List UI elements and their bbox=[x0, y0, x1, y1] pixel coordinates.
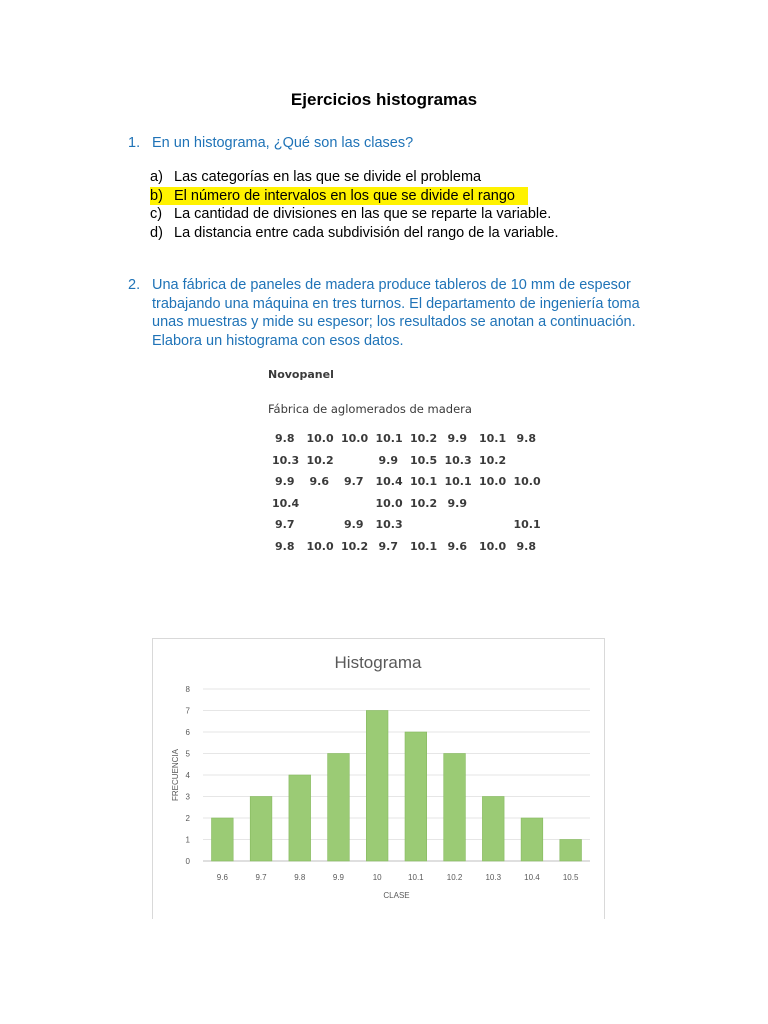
x-tick-label: 9.7 bbox=[255, 873, 267, 882]
x-tick-label: 9.9 bbox=[332, 873, 345, 882]
data-cell: 10.1 bbox=[513, 518, 541, 531]
data-cell: 10.0 bbox=[341, 432, 369, 445]
data-cell: 9.7 bbox=[378, 539, 398, 553]
y-axis-title: FRECUENCIA bbox=[171, 748, 180, 802]
data-cell: 10.1 bbox=[410, 539, 438, 553]
data-cell: 10.3 bbox=[375, 518, 403, 531]
x-tick-label: 10.2 bbox=[446, 873, 463, 882]
data-cell: 9.9 bbox=[378, 453, 398, 467]
data-cell: 10.2 bbox=[479, 453, 507, 467]
option-a-letter: a) bbox=[150, 169, 163, 185]
x-axis-title: CLASE bbox=[383, 891, 410, 900]
question-2-text: Una fábrica de paneles de madera produce tableros de 10 mm de espesor trabajando una máquina en tres turnos. El departamento de ingeniería toma unas muestras y mide su espesor; los resultados se anotan a continuación. Elabora un histograma con esos datos. bbox=[152, 277, 640, 349]
chart-title: Histograma bbox=[334, 653, 422, 672]
y-tick-label: 8 bbox=[185, 685, 190, 694]
data-brand: Novopanel bbox=[268, 368, 334, 381]
option-a bbox=[150, 168, 528, 187]
data-cell: 9.6 bbox=[309, 475, 329, 488]
x-tick-label: 10.4 bbox=[524, 873, 540, 882]
data-cell: 9.8 bbox=[516, 432, 536, 445]
x-tick-label: 10.1 bbox=[408, 873, 424, 882]
y-tick-label: 0 bbox=[185, 857, 190, 866]
option-d-letter: d) bbox=[150, 224, 163, 241]
data-subtitle: Fábrica de aglomerados de madera bbox=[268, 402, 472, 416]
histogram-bar bbox=[444, 754, 466, 862]
question-1-text: En un histograma, ¿Qué son las clases? bbox=[152, 135, 414, 151]
option-d bbox=[150, 224, 559, 243]
question-2-number: 2. bbox=[128, 277, 141, 293]
y-tick-label: 6 bbox=[185, 728, 190, 737]
data-cell: 9.9 bbox=[447, 496, 467, 510]
histogram-bar bbox=[289, 775, 311, 861]
data-cell: 10.1 bbox=[479, 432, 507, 445]
option-b-letter: b) bbox=[150, 187, 163, 204]
data-cell: 10.5 bbox=[410, 453, 438, 467]
option-c-text: La cantidad de divisiones en las que se reparte la variable. bbox=[174, 206, 552, 222]
option-b-highlighted bbox=[150, 187, 528, 206]
data-cell: 9.9 bbox=[344, 518, 364, 531]
data-cell: 10.0 bbox=[479, 539, 507, 553]
document-title: Ejercicios histogramas bbox=[290, 90, 478, 109]
data-cell: 9.9 bbox=[447, 432, 467, 445]
data-cell: 9.6 bbox=[447, 539, 467, 553]
histogram-bar bbox=[405, 732, 427, 861]
y-tick-label: 3 bbox=[185, 792, 190, 802]
histogram-bar bbox=[366, 711, 388, 862]
data-cell: 10.0 bbox=[306, 432, 334, 445]
data-cell: 10.2 bbox=[306, 453, 334, 467]
histogram-chart bbox=[152, 638, 605, 919]
x-tick-label: 9.8 bbox=[294, 873, 306, 882]
y-tick-label: 4 bbox=[185, 771, 190, 780]
data-cell: 10.1 bbox=[410, 475, 438, 488]
histogram-bar bbox=[482, 797, 504, 862]
option-c-letter: c) bbox=[150, 206, 163, 222]
data-cell: 10.4 bbox=[375, 475, 403, 488]
option-b-text: El número de intervalos en los que se divide el rango bbox=[174, 187, 515, 204]
histogram-bar bbox=[560, 840, 582, 862]
data-cell: 10.3 bbox=[444, 453, 472, 467]
question-1-options bbox=[150, 168, 559, 242]
histogram-svg bbox=[153, 639, 604, 919]
data-cell: 10.0 bbox=[479, 475, 507, 488]
question-1-number: 1. bbox=[128, 135, 141, 151]
data-cell: 10.4 bbox=[272, 496, 300, 510]
data-cell: 9.8 bbox=[516, 539, 536, 553]
data-cell: 10.1 bbox=[444, 475, 472, 488]
x-tick-label: 10.3 bbox=[485, 873, 502, 882]
data-cell: 9.9 bbox=[275, 475, 295, 488]
option-a-text: Las categorías en las que se divide el problema bbox=[174, 169, 482, 185]
x-tick-label: 10 bbox=[372, 873, 382, 882]
data-cell: 9.7 bbox=[275, 518, 295, 531]
data-cell: 10.3 bbox=[272, 453, 300, 467]
histogram-bar bbox=[250, 797, 272, 862]
x-tick-label: 10.5 bbox=[562, 873, 579, 882]
histogram-bar bbox=[212, 818, 234, 861]
histogram-bar bbox=[328, 754, 350, 862]
data-cell: 9.8 bbox=[275, 432, 295, 445]
option-d-text: La distancia entre cada subdivisión del rango de la variable. bbox=[174, 224, 559, 241]
data-cell: 10.0 bbox=[306, 539, 334, 553]
y-tick-label: 2 bbox=[185, 814, 190, 823]
y-tick-label: 1 bbox=[185, 835, 190, 845]
data-cell: 9.7 bbox=[344, 475, 364, 488]
data-cell: 10.2 bbox=[410, 496, 438, 510]
data-cell: 10.1 bbox=[375, 432, 403, 445]
data-cell: 10.0 bbox=[513, 475, 541, 488]
x-tick-label: 9.6 bbox=[216, 873, 228, 882]
data-cell: 9.8 bbox=[275, 539, 295, 553]
histogram-bar bbox=[521, 818, 543, 861]
y-tick-label: 5 bbox=[185, 749, 190, 759]
data-cell: 10.2 bbox=[410, 432, 438, 445]
data-cell: 10.2 bbox=[341, 539, 369, 553]
option-c bbox=[150, 205, 552, 224]
data-cell: 10.0 bbox=[375, 496, 403, 510]
y-tick-label: 7 bbox=[185, 706, 190, 716]
